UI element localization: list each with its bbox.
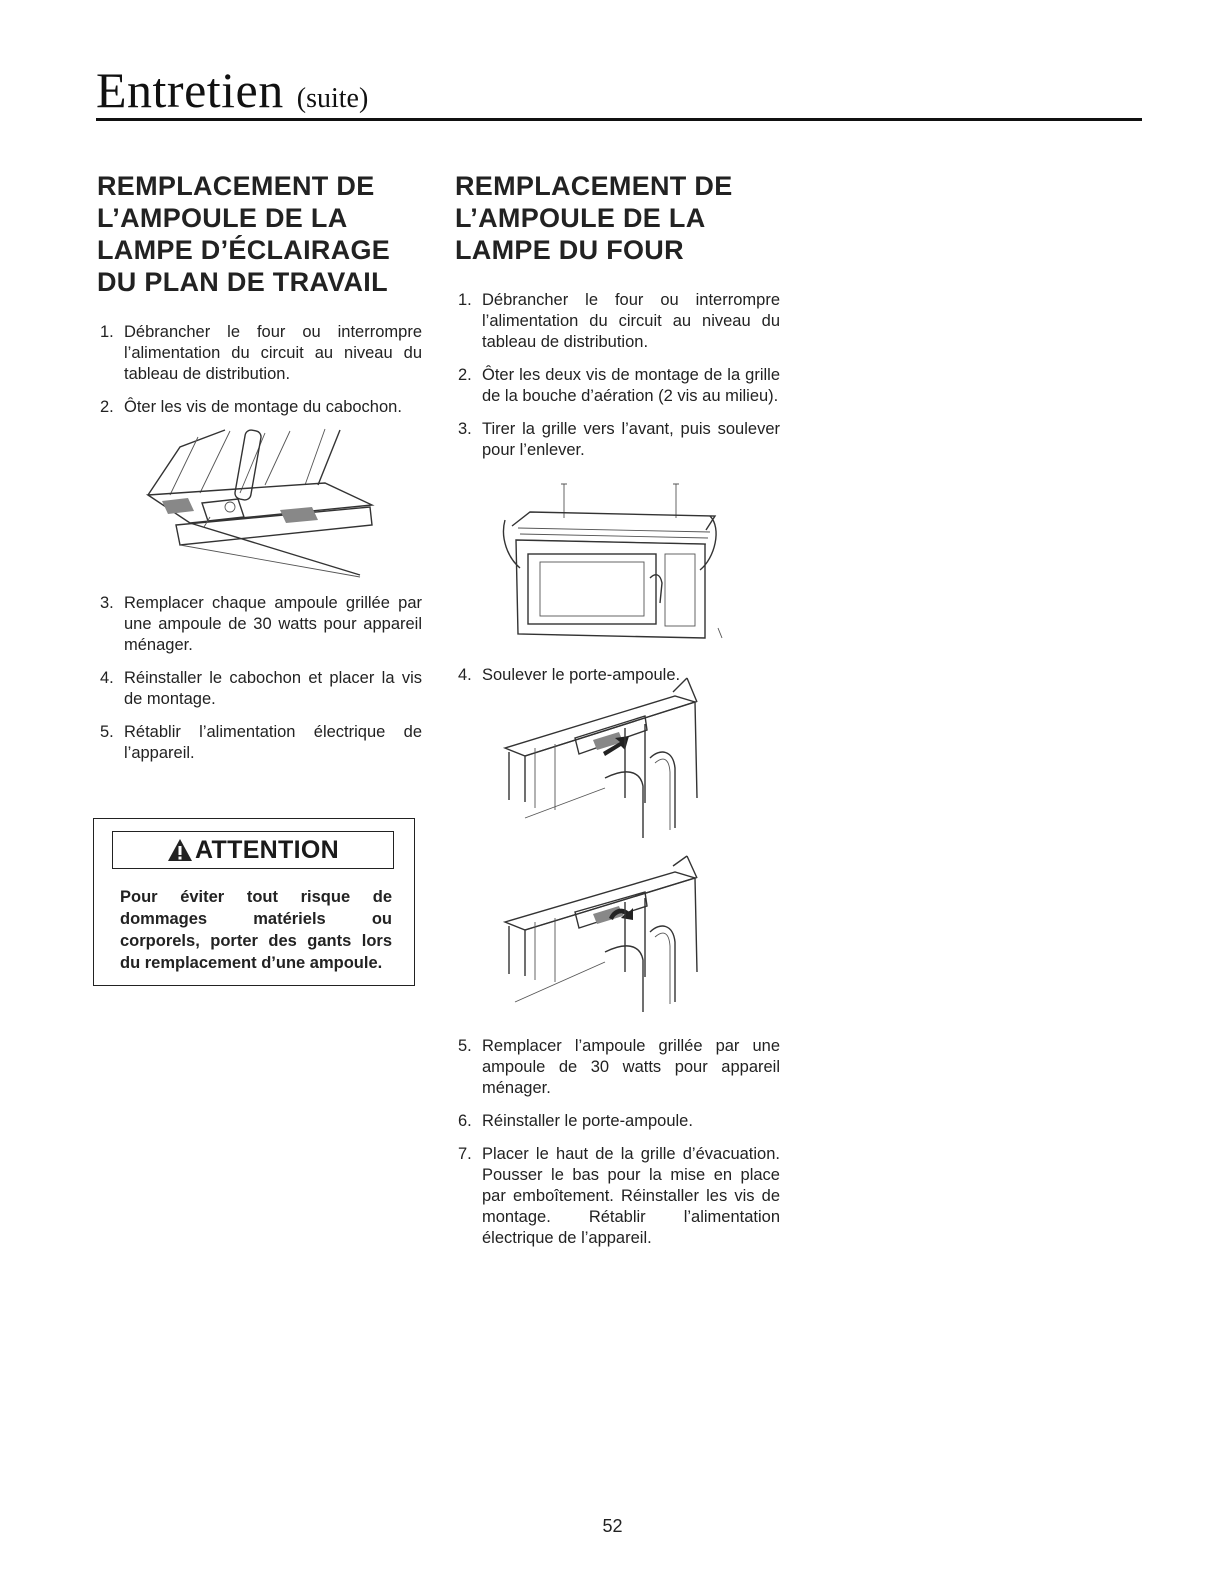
left-step-2-text: Ôter les vis de montage du cabochon. <box>124 398 402 416</box>
left-step-2-number: 2. <box>100 398 114 416</box>
right-step-7-text: Placer le haut de la grille d’évacuation. Pousser le bas pour la mise en place par emboîtement. Réinstaller les vis de montage. Rétablir l’alimentation électrique de l’appareil. <box>482 1145 780 1247</box>
right-heading-line-2: L’AMPOULE DE LA <box>455 203 706 233</box>
left-step-4 <box>100 668 422 710</box>
right-heading-line-1: REMPLACEMENT DE <box>455 171 733 201</box>
right-step-2 <box>458 365 780 407</box>
left-heading-line-3: LAMPE D’ÉCLAIRAGE <box>97 235 391 265</box>
warning-triangle-icon <box>167 838 193 862</box>
left-step-4-text: Réinstaller le cabochon et placer la vis de montage. <box>124 669 422 708</box>
right-step-1 <box>458 290 780 353</box>
page-title-main: Entretien <box>96 62 284 118</box>
right-step-2-text: Ôter les deux vis de montage de la grille de la bouche d’aération (2 vis au milieu). <box>482 366 780 405</box>
right-steps-c <box>458 1036 780 1249</box>
warning-text: Pour éviter tout risque de dommages matériels ou corporels, porter des gants lors du remplacement d’une ampoule. <box>120 888 392 972</box>
right-step-4-text: Soulever le porte-ampoule. <box>482 666 681 684</box>
right-step-3-number: 3. <box>458 420 472 438</box>
left-steps-b <box>100 593 422 764</box>
lamp-holder-rotate-illustration <box>495 852 710 1022</box>
right-step-1-text: Débrancher le four ou interrompre l’alimentation du circuit au niveau du tableau de distribution. <box>482 291 780 351</box>
right-step-4-number: 4. <box>458 666 472 684</box>
right-heading-line-3: LAMPE DU FOUR <box>455 235 684 265</box>
right-steps-a <box>458 290 780 461</box>
left-heading-line-1: REMPLACEMENT DE <box>97 171 375 201</box>
right-step-5-number: 5. <box>458 1037 472 1055</box>
right-step-1-number: 1. <box>458 291 472 309</box>
warning-box <box>93 818 415 986</box>
left-step-2 <box>100 397 422 418</box>
right-step-5 <box>458 1036 780 1099</box>
right-step-6 <box>458 1111 780 1132</box>
left-step-1-number: 1. <box>100 323 114 341</box>
left-step-3-text: Remplacer chaque ampoule grillée par une ampoule de 30 watts pour appareil ménager. <box>124 594 422 654</box>
right-step-6-number: 6. <box>458 1112 472 1130</box>
right-section-heading <box>455 170 785 266</box>
left-step-1-text: Débrancher le four ou interrompre l’alimentation du circuit au niveau du tableau de distribution. <box>124 323 422 383</box>
left-section-heading <box>97 170 427 298</box>
hood-light-lens-illustration <box>140 425 380 585</box>
vent-grille-removal-illustration <box>500 478 730 648</box>
left-step-3 <box>100 593 422 656</box>
left-step-5 <box>100 722 422 764</box>
left-section <box>97 170 427 298</box>
right-step-7 <box>458 1144 780 1249</box>
warning-label: ATTENTION <box>195 835 339 864</box>
right-step-3-text: Tirer la grille vers l’avant, puis soulever pour l’enlever. <box>482 420 780 459</box>
title-rule <box>96 118 1142 121</box>
right-step-5-text: Remplacer l’ampoule grillée par une ampoule de 30 watts pour appareil ménager. <box>482 1037 780 1097</box>
left-step-3-number: 3. <box>100 594 114 612</box>
warning-header <box>112 831 394 869</box>
left-step-5-text: Rétablir l’alimentation électrique de l’appareil. <box>124 723 422 762</box>
left-steps-a <box>100 322 422 418</box>
right-section <box>455 170 785 266</box>
right-step-3 <box>458 419 780 461</box>
right-step-6-text: Réinstaller le porte-ampoule. <box>482 1112 693 1130</box>
left-step-4-number: 4. <box>100 669 114 687</box>
right-step-2-number: 2. <box>458 366 472 384</box>
left-heading-line-2: L’AMPOULE DE LA <box>97 203 348 233</box>
page-title-suffix: (suite) <box>296 83 369 114</box>
page-number: 52 <box>602 1516 623 1536</box>
left-step-5-number: 5. <box>100 723 114 741</box>
left-step-1 <box>100 322 422 385</box>
right-step-7-number: 7. <box>458 1145 472 1163</box>
left-heading-line-4: DU PLAN DE TRAVAIL <box>97 267 388 297</box>
lamp-holder-lift-illustration <box>495 668 710 848</box>
